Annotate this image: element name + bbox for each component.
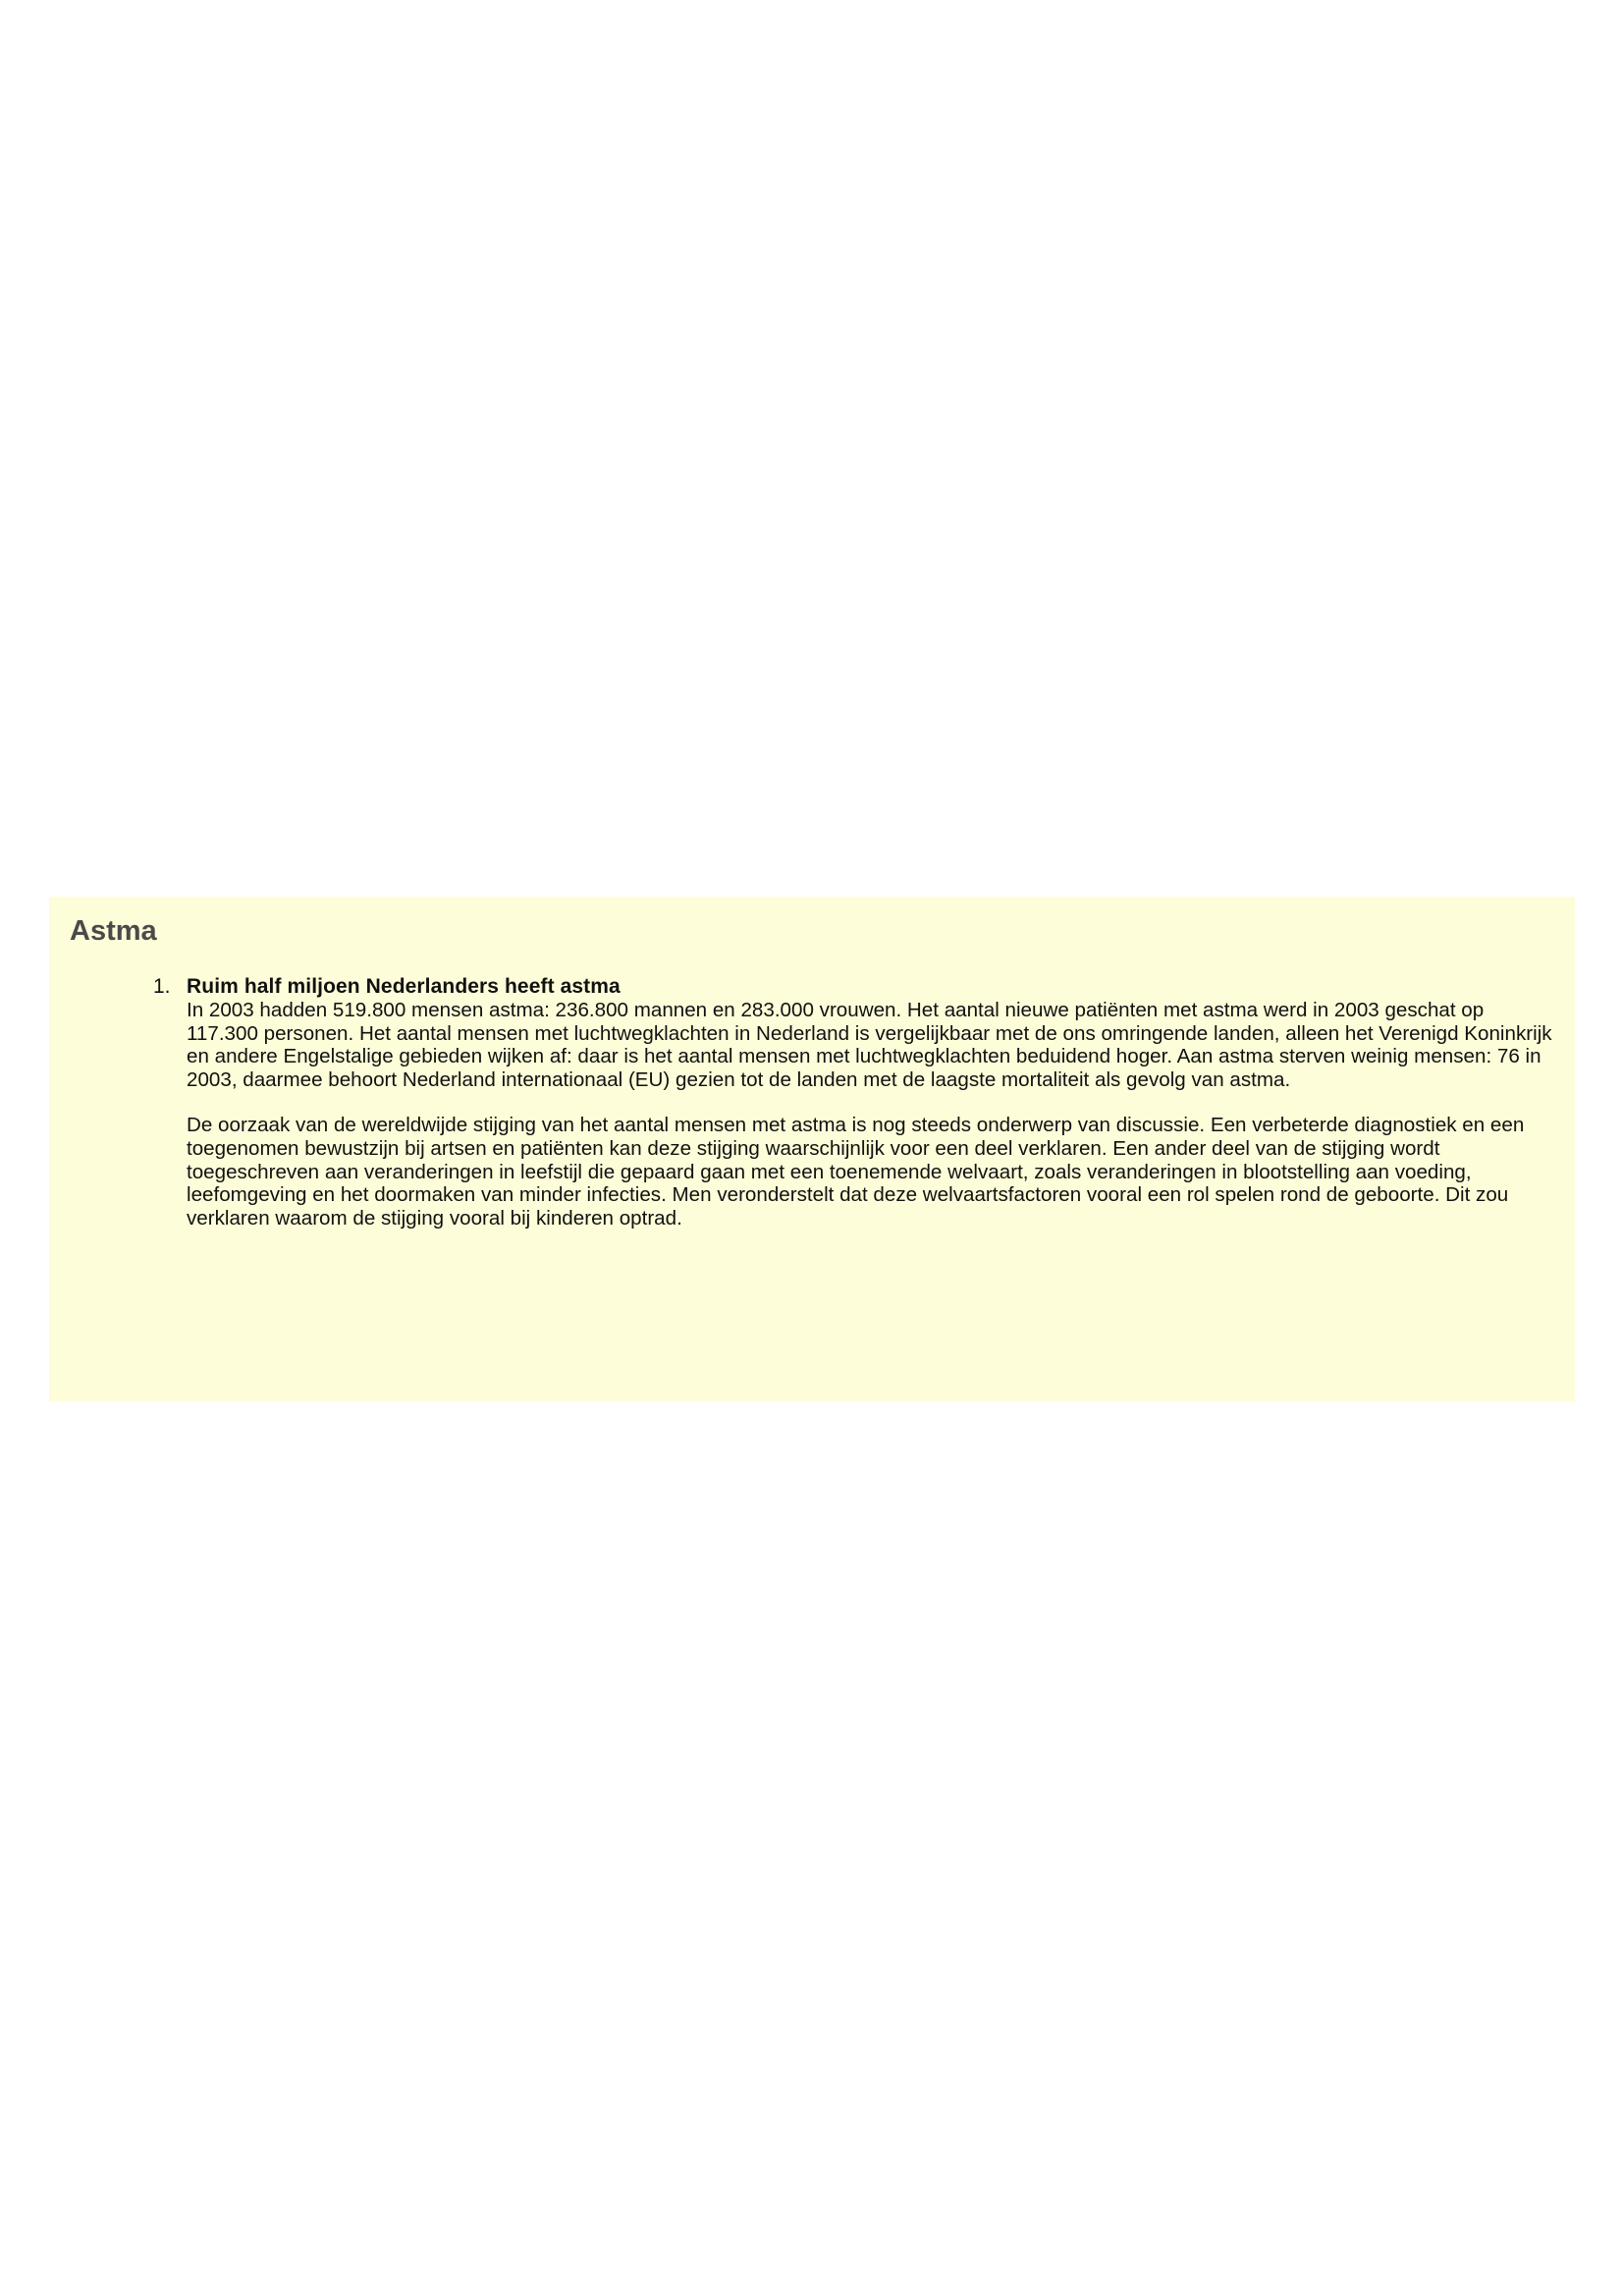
item-heading: Ruim half miljoen Nederlanders heeft astma [187, 975, 621, 998]
list-item [70, 975, 1553, 1230]
section-title: Astma [70, 915, 157, 947]
astma-info-box [49, 897, 1575, 1401]
item-paragraph: De oorzaak van de wereldwijde stijging van het aantal mensen met astma is nog steeds onderwerp van discussie. Een verbeterde diagnostiek en een toegenomen bewustzijn bij artsen en patiënten kan deze stijging waarschijnlijk voor een deel verklaren. Een ander deel van de stijging wordt toegeschreven aan veranderingen in leefstijl die gepaard gaan met een toenemende welvaart, zoals veranderingen in blootstelling aan voeding, leefomgeving en het doormaken van minder infecties. Men veronderstelt dat deze welvaartsfactoren vooral een rol spelen rond de geboorte. Dit zou verklaren waarom de stijging vooral bij kinderen optrad. [187, 1114, 1525, 1230]
item-paragraph: In 2003 hadden 519.800 mensen astma: 236.800 mannen en 283.000 vrouwen. Het aantal nieuwe patiënten met astma werd in 2003 geschat op 117.300 personen. Het aantal mensen met luchtwegklachten in Nederland is vergelijkbaar met de ons omringende landen, alleen het Verenigd Koninkrijk en andere Engelstalige gebieden wijken af: daar is het aantal mensen met luchtwegklachten beduidend hoger. Aan astma sterven weinig mensen: 76 in 2003, daarmee behoort Nederland internationaal (EU) gezien tot de landen met de laagste mortaliteit als gevolg van astma. [187, 999, 1552, 1091]
item-number: 1. [153, 975, 171, 998]
item-list [70, 975, 1553, 1230]
